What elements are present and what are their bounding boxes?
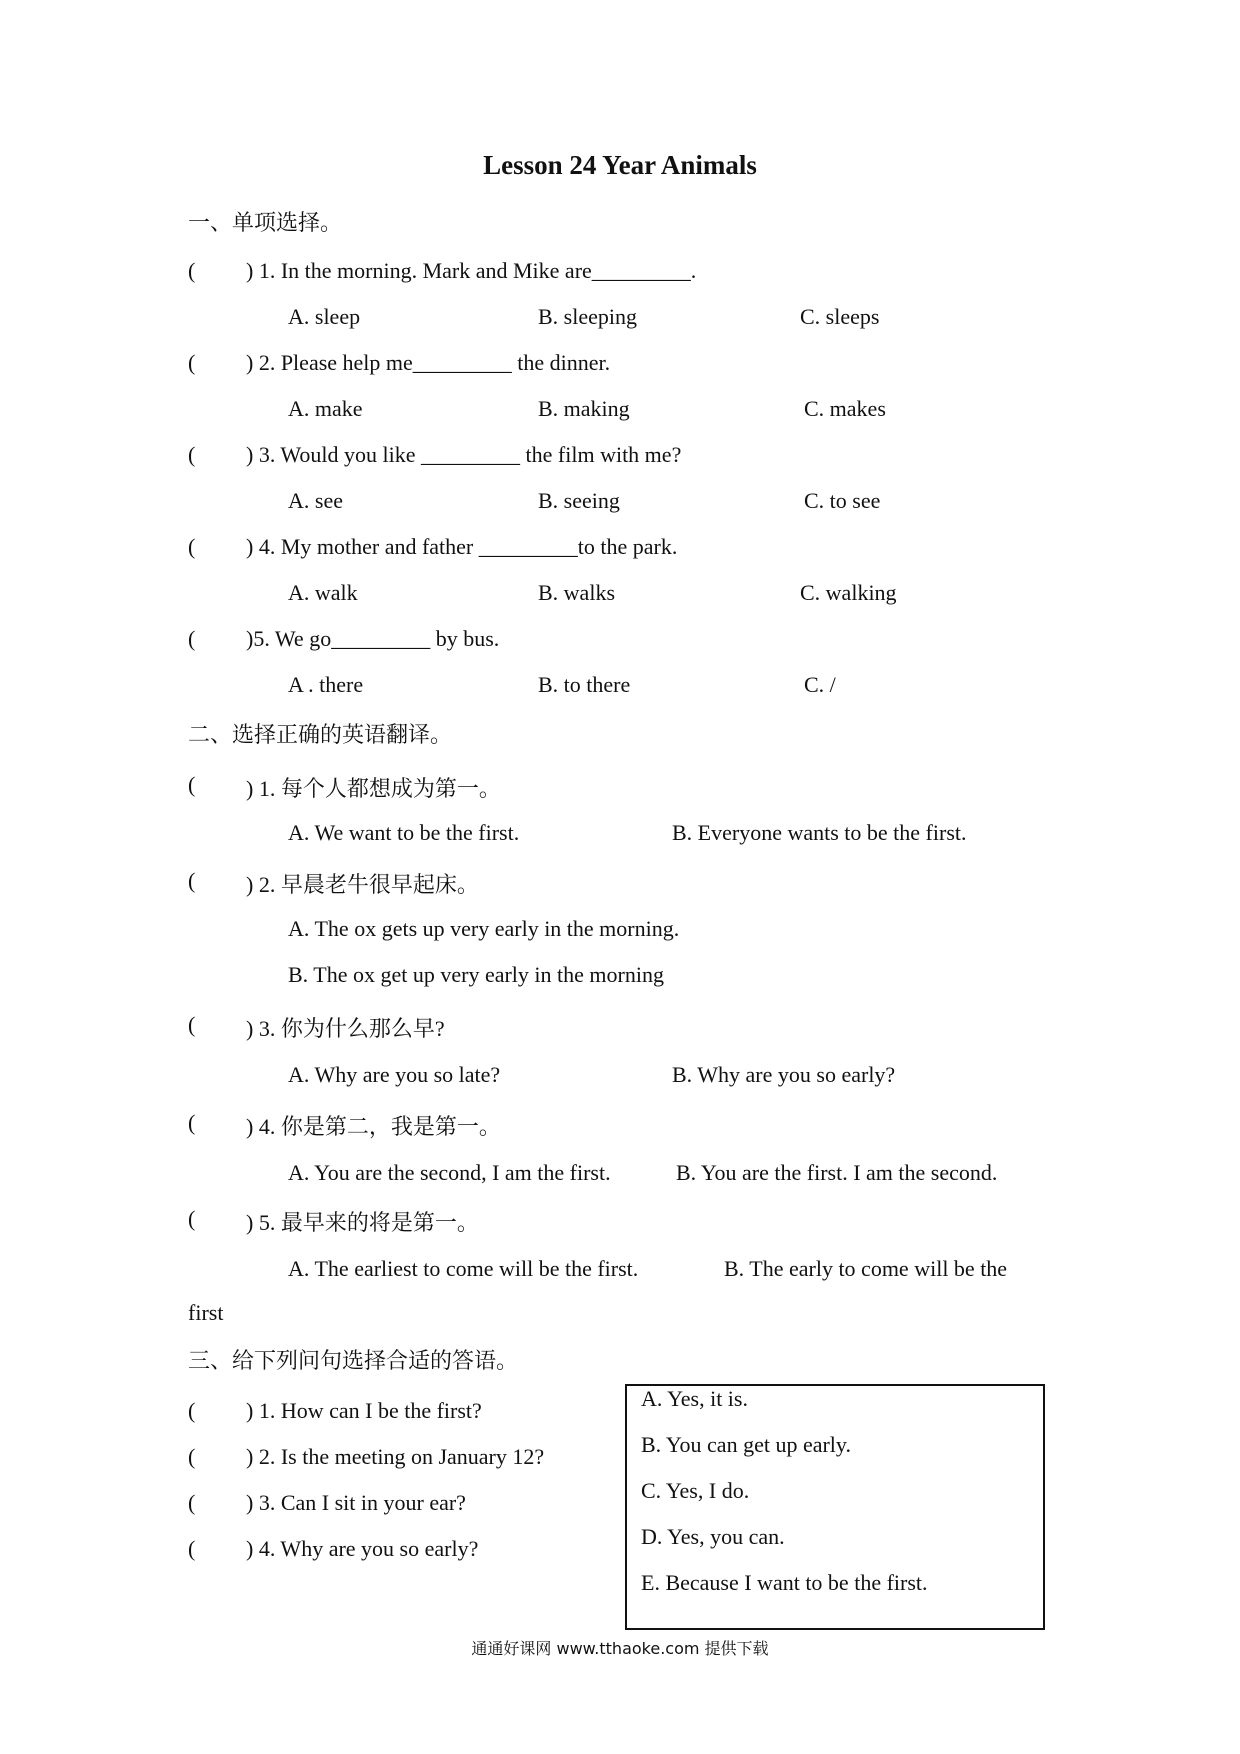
answer-paren: ( [188, 1206, 196, 1231]
option-b: B. sleeping [538, 304, 637, 329]
question-stem: ) 4. My mother and father _________to the park. [246, 534, 678, 559]
option-a: A. see [288, 488, 343, 513]
question-stem: ) 2. Please help me_________ the dinner. [246, 350, 611, 375]
answer-paren: ( [188, 350, 196, 375]
question-stem: )5. We go_________ by bus. [246, 626, 500, 651]
page-title: Lesson 24 Year Animals [483, 150, 757, 180]
answer-option: C. Yes, I do. [641, 1478, 750, 1503]
option-b: B. You are the first. I am the second. [676, 1160, 998, 1185]
footer-source: 通通好课网 www.tthaoke.com 提供下载 [471, 1639, 769, 1658]
option-b: B. The early to come will be the [724, 1256, 1008, 1281]
option-a: A. walk [288, 580, 358, 605]
option-c: C. sleeps [800, 304, 880, 329]
option-b: B. to there [538, 672, 631, 697]
answer-paren: ( [188, 1110, 196, 1135]
question-stem: ) 5. 最早来的将是第一。 [246, 1210, 479, 1235]
option-c: C. / [804, 672, 836, 697]
option-b: B. Why are you so early? [672, 1062, 896, 1087]
option-c: C. to see [804, 488, 881, 513]
option-b: B. walks [538, 580, 615, 605]
question-stem: ) 4. 你是第二，我是第一。 [246, 1114, 501, 1139]
option-a: A. The earliest to come will be the first. [288, 1256, 639, 1281]
question-stem: ) 4. Why are you so early? [246, 1536, 479, 1561]
question-stem: ) 2. Is the meeting on January 12? [246, 1444, 545, 1469]
answer-paren: ( [188, 534, 196, 559]
answer-option: A. Yes, it is. [641, 1386, 748, 1411]
question-stem: ) 3. Would you like _________ the film with me? [246, 442, 682, 467]
option-a: A. sleep [288, 304, 361, 329]
answer-paren: ( [188, 1444, 196, 1469]
question-stem: ) 1. 每个人都想成为第一。 [246, 776, 501, 801]
answer-paren: ( [188, 1012, 196, 1037]
option-a: A . there [288, 672, 364, 697]
option-c: C. makes [804, 396, 886, 421]
answer-options-box [625, 1384, 1045, 1630]
answer-paren: ( [188, 442, 196, 467]
option-b: B. The ox get up very early in the morning [288, 962, 664, 987]
answer-paren: ( [188, 626, 196, 651]
option-a: A. Why are you so late? [288, 1062, 501, 1087]
answer-option: D. Yes, you can. [641, 1524, 785, 1549]
answer-paren: ( [188, 1398, 196, 1423]
question-stem: ) 1. In the morning. Mark and Mike are_________. [246, 258, 697, 283]
answer-paren: ( [188, 1536, 196, 1561]
option-c: C. walking [800, 580, 897, 605]
option-b: B. seeing [538, 488, 620, 513]
question-stem: ) 3. 你为什么那么早? [246, 1016, 445, 1041]
section-1-heading: 一、单项选择。 [188, 210, 343, 235]
answer-paren: ( [188, 1490, 196, 1515]
option-b-continuation: first [188, 1300, 224, 1325]
option-b: B. Everyone wants to be the first. [672, 820, 967, 845]
question-stem: ) 3. Can I sit in your ear? [246, 1490, 466, 1515]
question-stem: ) 2. 早晨老牛很早起床。 [246, 872, 479, 897]
option-a: A. We want to be the first. [288, 820, 520, 845]
section-3-heading: 三、给下列问句选择合适的答语。 [188, 1348, 519, 1373]
answer-option: B. You can get up early. [641, 1432, 851, 1457]
option-a: A. make [288, 396, 363, 421]
answer-paren: ( [188, 868, 196, 893]
answer-paren: ( [188, 772, 196, 797]
option-a: A. The ox gets up very early in the morning. [288, 916, 680, 941]
answer-paren: ( [188, 258, 196, 283]
option-b: B. making [538, 396, 630, 421]
option-a: A. You are the second, I am the first. [288, 1160, 611, 1185]
answer-option: E. Because I want to be the first. [641, 1570, 928, 1595]
section-2-heading: 二、选择正确的英语翻译。 [188, 722, 453, 747]
question-stem: ) 1. How can I be the first? [246, 1398, 482, 1423]
